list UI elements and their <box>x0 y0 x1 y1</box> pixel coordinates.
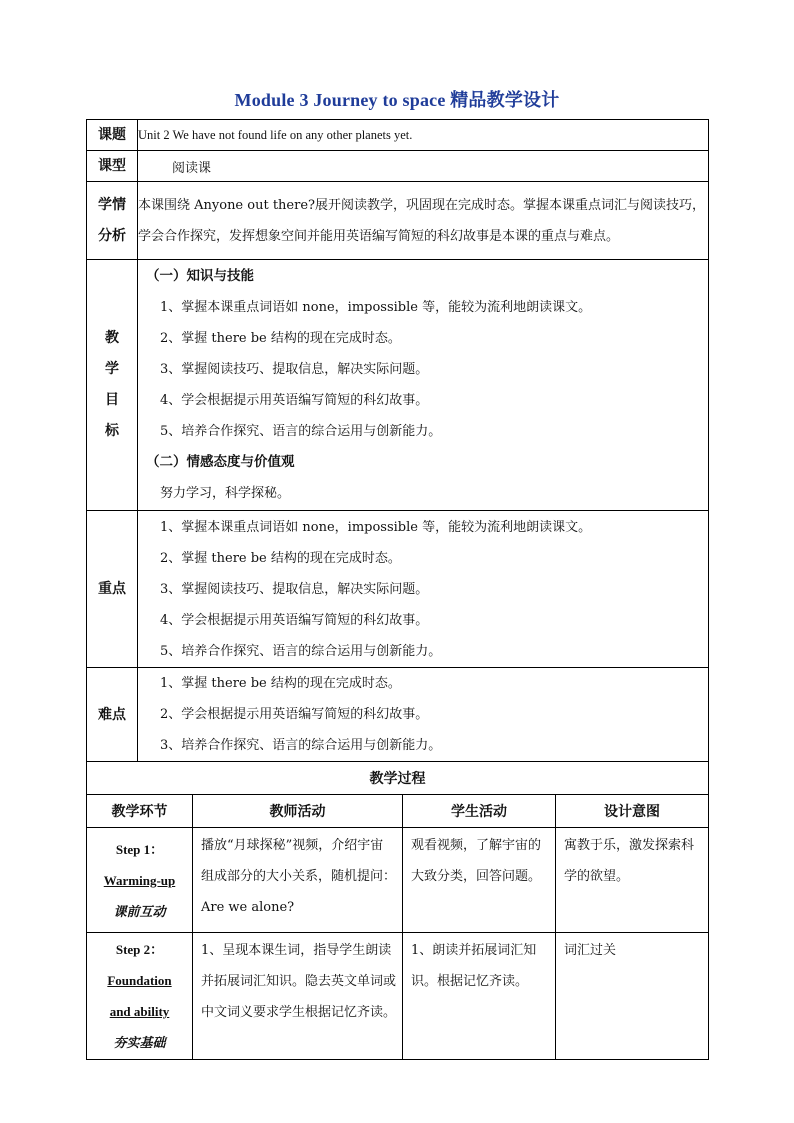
goals-row <box>87 260 709 511</box>
topic-label: 课题 <box>87 120 138 151</box>
step-label <box>87 828 193 933</box>
goal-item: 4、学会根据提示用英语编写简短的科幻故事。 <box>160 393 429 408</box>
difficulty-item: 3、培养合作探究、语言的综合运用与创新能力。 <box>160 738 442 753</box>
step-name-zh: 夯实基础 <box>113 1035 166 1050</box>
design-intent: 寓教于乐，激发探索科学的欲望。 <box>556 828 709 933</box>
step-name-en: and ability <box>109 1004 170 1019</box>
key-point-item: 2、掌握 there be 结构的现在完成时态。 <box>160 550 401 566</box>
goals-content <box>138 260 709 511</box>
design-intent: 词汇过关 <box>556 933 709 1060</box>
goals-label-char: 教 <box>105 330 119 346</box>
analysis-label <box>87 182 138 260</box>
step-name-zh: 课前互动 <box>113 903 166 919</box>
difficulties-label: 难点 <box>87 668 138 762</box>
topic-value: Unit 2 We have not found life on any other planets yet. <box>138 120 709 151</box>
goal-item: 1、掌握本课重点词语如 none，impossible 等，能较为流利地朗读课文。 <box>160 300 592 315</box>
goals-label <box>87 260 138 511</box>
difficulty-item: 2、学会根据提示用英语编写简短的科幻故事。 <box>160 707 429 722</box>
column-header: 教学环节 <box>87 795 193 828</box>
page-title: Module 3 Journey to space 精品教学设计 <box>234 90 560 110</box>
column-header: 学生活动 <box>403 795 556 828</box>
goals-section-title: （二）情感态度与价值观 <box>146 454 295 470</box>
student-activity: 观看视频，了解宇宙的大致分类，回答问题。 <box>403 828 556 933</box>
column-header: 设计意图 <box>556 795 709 828</box>
step-name-en: Warming-up <box>103 872 176 888</box>
column-header: 教师活动 <box>193 795 403 828</box>
topic-row <box>87 120 709 151</box>
goals-section-title: （一）知识与技能 <box>146 268 254 284</box>
goals-label-char: 学 <box>105 361 119 377</box>
teacher-activity: 1、呈现本课生词，指导学生朗读并拓展词汇知识。隐去英文单词或中文词义要求学生根据记忆齐读。 <box>193 933 403 1060</box>
type-row <box>87 151 709 182</box>
analysis-label-line-2: 分析 <box>98 227 126 244</box>
process-columns-row <box>87 795 709 828</box>
process-heading: 教学过程 <box>87 762 709 795</box>
process-step-row <box>87 933 709 1060</box>
difficulties-content <box>138 668 709 762</box>
process-heading-row <box>87 762 709 795</box>
goal-item: 2、掌握 there be 结构的现在完成时态。 <box>160 331 401 346</box>
step-label <box>87 933 193 1060</box>
step-name-en: Foundation <box>107 973 172 988</box>
difficulties-row <box>87 668 709 762</box>
key-point-item: 1、掌握本课重点词语如 none，impossible 等，能较为流利地朗读课文。 <box>160 519 592 535</box>
student-activity: 1、朗读并拓展词汇知识。根据记忆齐读。 <box>403 933 556 1060</box>
analysis-label-line-1: 学情 <box>98 196 126 213</box>
analysis-row <box>87 182 709 260</box>
step-number: Step 1： <box>115 841 164 857</box>
goals-label-char: 目 <box>105 392 119 408</box>
goal-item: 5、培养合作探究、语言的综合运用与创新能力。 <box>160 424 442 439</box>
analysis-text: 本课围绕 Anyone out there?展开阅读教学，巩固现在完成时态。掌握本课重点词汇与阅读技巧，学会合作探究，发挥想象空间并能用英语编写简短的科幻故事是本课的重点与难点。 <box>138 182 709 260</box>
key-point-item: 5、培养合作探究、语言的综合运用与创新能力。 <box>160 643 442 659</box>
goal-item: 努力学习，科学探秘。 <box>160 486 291 501</box>
process-step-row <box>87 828 709 933</box>
key-points-content <box>138 511 709 668</box>
key-points-row <box>87 511 709 668</box>
goal-item: 3、掌握阅读技巧、提取信息，解决实际问题。 <box>160 362 429 377</box>
step-number: Step 2： <box>115 942 164 957</box>
key-point-item: 4、学会根据提示用英语编写简短的科幻故事。 <box>160 612 429 628</box>
lesson-plan-table <box>86 119 709 1060</box>
type-label: 课型 <box>87 151 138 182</box>
teacher-activity: 播放“月球探秘”视频，介绍宇宙组成部分的大小关系，随机提问：Are we alone? <box>193 828 403 933</box>
goals-label-char: 标 <box>105 423 119 439</box>
type-value: 阅读课 <box>138 151 709 182</box>
difficulty-item: 1、掌握 there be 结构的现在完成时态。 <box>160 676 401 691</box>
key-points-label: 重点 <box>87 511 138 668</box>
key-point-item: 3、掌握阅读技巧、提取信息，解决实际问题。 <box>160 581 429 597</box>
